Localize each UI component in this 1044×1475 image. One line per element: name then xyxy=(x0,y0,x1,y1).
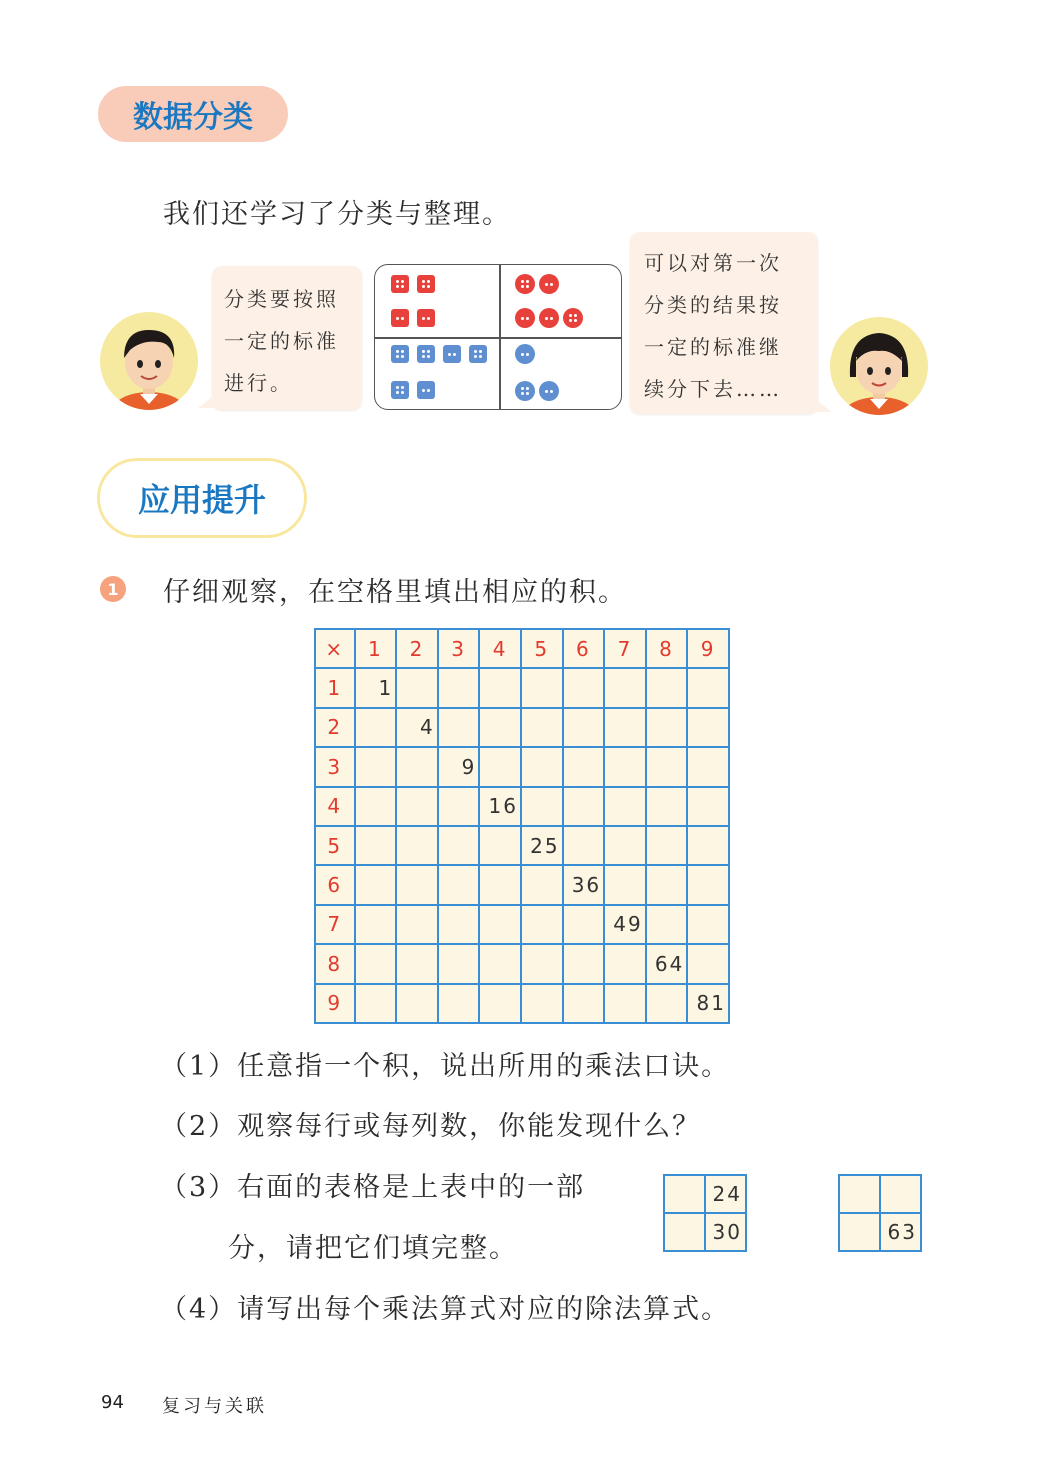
blue-round-button-icon xyxy=(539,381,559,401)
table-cell[interactable] xyxy=(563,787,605,826)
question-1: （1）任意指一个积，说出所用的乘法口诀。 xyxy=(160,1051,731,1082)
table-cell: 49 xyxy=(604,905,646,944)
table-corner-cell: × xyxy=(315,629,355,668)
table-row-header: 3 xyxy=(315,747,355,786)
grid-cell: 24 xyxy=(705,1175,746,1213)
blue-round-button-icon xyxy=(515,381,535,401)
red-square-button-icon xyxy=(417,309,435,327)
boy-avatar xyxy=(100,312,198,410)
grid-cell[interactable] xyxy=(664,1175,705,1213)
table-row xyxy=(315,865,729,904)
table-row xyxy=(315,708,729,747)
button-sorting-diagram xyxy=(374,264,622,410)
red-round-button-icon xyxy=(539,274,559,294)
table-cell[interactable] xyxy=(604,668,646,707)
grid-cell[interactable] xyxy=(839,1175,880,1213)
table-cell[interactable] xyxy=(646,865,688,904)
table-cell[interactable] xyxy=(438,944,480,983)
question-3-line-2: 分，请把它们填完整。 xyxy=(228,1233,518,1264)
fill-in-grid-1 xyxy=(663,1174,747,1252)
chapter-name: 复习与关联 xyxy=(162,1396,267,1417)
table-cell[interactable] xyxy=(687,747,729,786)
table-cell[interactable] xyxy=(396,747,438,786)
table-row-header: 6 xyxy=(315,865,355,904)
table-cell[interactable] xyxy=(687,905,729,944)
table-cell[interactable] xyxy=(646,668,688,707)
grid-cell[interactable] xyxy=(839,1213,880,1251)
table-cell[interactable] xyxy=(396,826,438,865)
table-column-header: 1 xyxy=(355,629,397,668)
table-cell[interactable] xyxy=(355,944,397,983)
table-cell[interactable] xyxy=(479,984,521,1023)
table-cell[interactable] xyxy=(438,708,480,747)
table-row-header: 9 xyxy=(315,984,355,1023)
table-cell[interactable] xyxy=(604,984,646,1023)
table-cell[interactable] xyxy=(521,905,563,944)
table-cell[interactable] xyxy=(438,787,480,826)
table-cell[interactable] xyxy=(687,708,729,747)
table-cell[interactable] xyxy=(646,984,688,1023)
table-cell[interactable] xyxy=(646,826,688,865)
table-cell[interactable] xyxy=(563,944,605,983)
bubble-line: 可以对第一次 xyxy=(644,251,782,275)
table-cell[interactable] xyxy=(563,984,605,1023)
table-cell[interactable] xyxy=(687,826,729,865)
table-cell[interactable] xyxy=(438,826,480,865)
table-cell[interactable] xyxy=(521,708,563,747)
question-3-line-1: （3）右面的表格是上表中的一部 xyxy=(160,1172,586,1203)
table-cell[interactable] xyxy=(563,708,605,747)
table-cell[interactable] xyxy=(646,905,688,944)
girl-avatar xyxy=(830,317,928,415)
boy-speech-bubble xyxy=(212,266,362,410)
table-cell[interactable] xyxy=(604,747,646,786)
table-cell[interactable] xyxy=(396,944,438,983)
red-round-button-icon xyxy=(539,308,559,328)
table-cell[interactable] xyxy=(355,984,397,1023)
table-row xyxy=(315,826,729,865)
bubble-line: 续分下去…… xyxy=(644,377,782,401)
table-cell[interactable] xyxy=(604,826,646,865)
table-cell[interactable] xyxy=(396,865,438,904)
table-cell[interactable] xyxy=(479,747,521,786)
table-cell[interactable] xyxy=(355,787,397,826)
table-column-header: 2 xyxy=(396,629,438,668)
table-cell: 1 xyxy=(355,668,397,707)
table-row-header: 8 xyxy=(315,944,355,983)
table-column-header: 9 xyxy=(687,629,729,668)
table-column-header: 5 xyxy=(521,629,563,668)
red-square-button-icon xyxy=(391,275,409,293)
red-square-button-icon xyxy=(391,309,409,327)
table-cell[interactable] xyxy=(438,905,480,944)
table-cell[interactable] xyxy=(438,668,480,707)
section-title-data-classification: 数据分类 xyxy=(98,86,288,142)
red-round-button-icon xyxy=(515,308,535,328)
section-title-application: 应用提升 xyxy=(97,458,307,538)
table-cell[interactable] xyxy=(687,865,729,904)
bubble-line: 一定的标准继 xyxy=(644,335,782,359)
table-cell[interactable] xyxy=(521,747,563,786)
table-column-header: 6 xyxy=(563,629,605,668)
table-cell: 9 xyxy=(438,747,480,786)
problem-text: 仔细观察，在空格里填出相应的积。 xyxy=(163,577,627,608)
table-cell[interactable] xyxy=(521,668,563,707)
table-cell[interactable] xyxy=(355,905,397,944)
table-column-header: 7 xyxy=(604,629,646,668)
table-column-header: 3 xyxy=(438,629,480,668)
blue-square-button-icon xyxy=(469,345,487,363)
table-column-header: 8 xyxy=(646,629,688,668)
table-cell[interactable] xyxy=(604,708,646,747)
table-cell: 64 xyxy=(646,944,688,983)
table-cell[interactable] xyxy=(563,826,605,865)
table-cell[interactable] xyxy=(521,944,563,983)
red-round-button-icon xyxy=(515,274,535,294)
blue-square-button-icon xyxy=(391,381,409,399)
table-cell[interactable] xyxy=(646,787,688,826)
table-cell[interactable] xyxy=(646,708,688,747)
table-cell[interactable] xyxy=(479,865,521,904)
grid-cell[interactable] xyxy=(664,1213,705,1251)
grid-cell[interactable] xyxy=(880,1175,921,1213)
table-cell[interactable] xyxy=(355,747,397,786)
table-cell[interactable] xyxy=(521,865,563,904)
bubble-line: 进行。 xyxy=(224,371,293,395)
bubble-line: 分类的结果按 xyxy=(644,293,782,317)
table-cell[interactable] xyxy=(396,984,438,1023)
table-cell: 4 xyxy=(396,708,438,747)
intro-text: 我们还学习了分类与整理。 xyxy=(163,199,511,230)
table-row xyxy=(315,984,729,1023)
blue-square-button-icon xyxy=(417,345,435,363)
table-row-header: 2 xyxy=(315,708,355,747)
table-cell[interactable] xyxy=(687,787,729,826)
table-cell[interactable] xyxy=(355,708,397,747)
table-cell[interactable] xyxy=(563,668,605,707)
table-cell: 16 xyxy=(479,787,521,826)
table-row xyxy=(315,944,729,983)
table-cell[interactable] xyxy=(604,865,646,904)
table-cell[interactable] xyxy=(355,865,397,904)
bubble-line: 分类要按照 xyxy=(224,287,339,311)
table-row xyxy=(315,905,729,944)
table-cell[interactable] xyxy=(687,668,729,707)
table-cell[interactable] xyxy=(355,826,397,865)
table-column-header: 4 xyxy=(479,629,521,668)
table-row-header: 4 xyxy=(315,787,355,826)
table-cell[interactable] xyxy=(604,787,646,826)
question-4: （4）请写出每个乘法算式对应的除法算式。 xyxy=(160,1294,731,1325)
table-cell[interactable] xyxy=(479,668,521,707)
table-cell[interactable] xyxy=(646,747,688,786)
multiplication-table xyxy=(314,628,730,1024)
table-cell[interactable] xyxy=(396,905,438,944)
table-cell[interactable] xyxy=(438,865,480,904)
table-cell: 25 xyxy=(521,826,563,865)
table-cell: 81 xyxy=(687,984,729,1023)
girl-speech-bubble xyxy=(630,232,818,414)
blue-round-button-icon xyxy=(515,344,535,364)
table-header-row xyxy=(315,629,729,668)
bubble-line: 一定的标准 xyxy=(224,329,339,353)
question-2: （2）观察每行或每列数，你能发现什么？ xyxy=(160,1111,702,1142)
table-cell[interactable] xyxy=(479,826,521,865)
table-row-header: 7 xyxy=(315,905,355,944)
table-cell[interactable] xyxy=(438,984,480,1023)
table-cell[interactable] xyxy=(687,944,729,983)
table-row xyxy=(315,787,729,826)
red-round-button-icon xyxy=(563,308,583,328)
table-cell[interactable] xyxy=(396,787,438,826)
grid-cell: 63 xyxy=(880,1213,921,1251)
blue-square-button-icon xyxy=(417,381,435,399)
table-cell[interactable] xyxy=(563,905,605,944)
table-row-header: 5 xyxy=(315,826,355,865)
table-cell[interactable] xyxy=(563,747,605,786)
grid-cell: 30 xyxy=(705,1213,746,1251)
table-cell[interactable] xyxy=(479,905,521,944)
table-row xyxy=(315,668,729,707)
table-cell: 36 xyxy=(563,865,605,904)
fill-in-grid-2 xyxy=(838,1174,922,1252)
blue-square-button-icon xyxy=(391,345,409,363)
table-cell[interactable] xyxy=(521,984,563,1023)
blue-square-button-icon xyxy=(443,345,461,363)
table-row-header: 1 xyxy=(315,668,355,707)
red-square-button-icon xyxy=(417,275,435,293)
page-number: 94 xyxy=(101,1392,124,1413)
table-cell[interactable] xyxy=(521,787,563,826)
table-row xyxy=(315,747,729,786)
problem-number-badge: 1 xyxy=(100,576,126,602)
divider xyxy=(375,337,621,339)
table-cell[interactable] xyxy=(479,708,521,747)
table-cell[interactable] xyxy=(396,668,438,707)
table-cell[interactable] xyxy=(479,944,521,983)
table-cell[interactable] xyxy=(604,944,646,983)
